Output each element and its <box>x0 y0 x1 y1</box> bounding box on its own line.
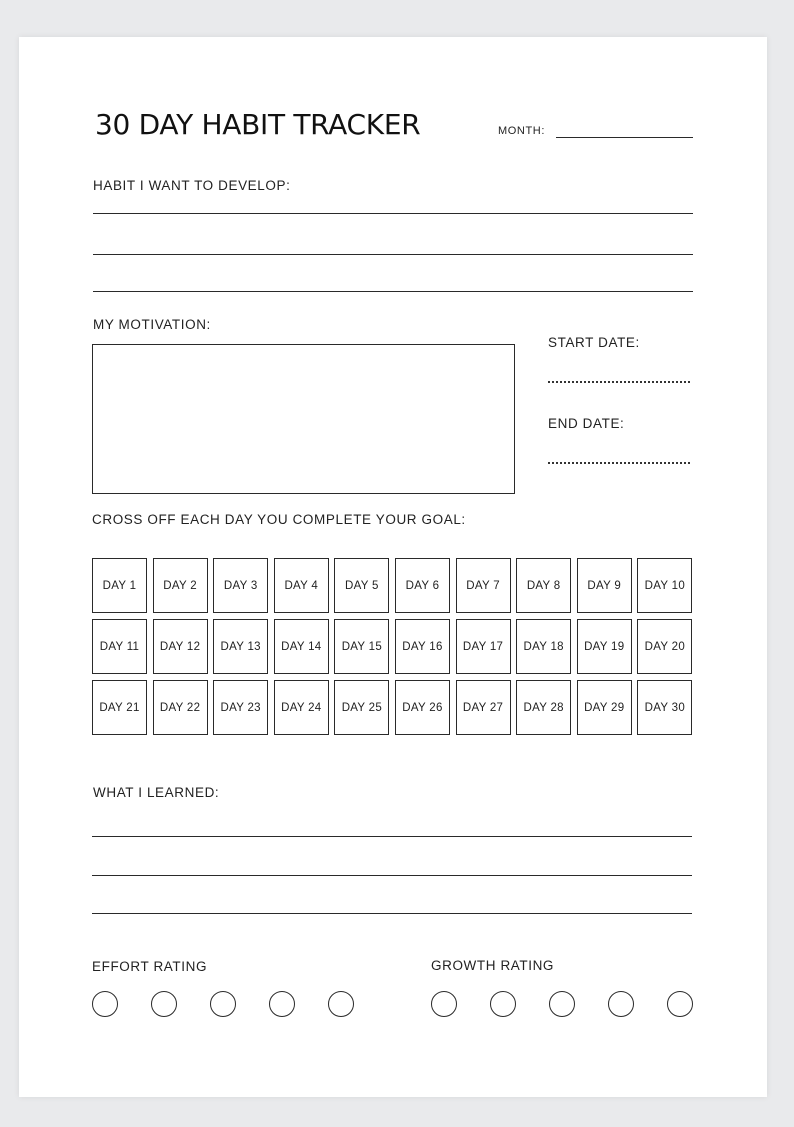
month-label: MONTH: <box>498 125 545 137</box>
growth-rating-label: GROWTH RATING <box>431 958 555 973</box>
growth-rating-circle-5[interactable] <box>667 991 693 1017</box>
motivation-label: MY MOTIVATION: <box>93 317 211 332</box>
day-box-1[interactable]: DAY 1 <box>92 558 147 613</box>
effort-rating-label: EFFORT RATING <box>92 959 208 974</box>
day-box-22[interactable]: DAY 22 <box>153 680 208 735</box>
tracker-instructions: CROSS OFF EACH DAY YOU COMPLETE YOUR GOAL: <box>92 512 466 527</box>
day-box-20[interactable]: DAY 20 <box>637 619 692 674</box>
motivation-box[interactable] <box>92 344 515 494</box>
day-box-28[interactable]: DAY 28 <box>516 680 571 735</box>
growth-rating-circle-3[interactable] <box>549 991 575 1017</box>
effort-rating-circle-2[interactable] <box>151 991 177 1017</box>
start-date-label: START DATE: <box>548 335 640 350</box>
habit-line-3[interactable] <box>93 291 693 292</box>
day-box-23[interactable]: DAY 23 <box>213 680 268 735</box>
end-date-label: END DATE: <box>548 416 625 431</box>
day-box-25[interactable]: DAY 25 <box>334 680 389 735</box>
day-box-15[interactable]: DAY 15 <box>334 619 389 674</box>
effort-rating-circle-4[interactable] <box>269 991 295 1017</box>
day-box-27[interactable]: DAY 27 <box>456 680 511 735</box>
growth-rating-circle-2[interactable] <box>490 991 516 1017</box>
effort-rating-circles <box>92 991 354 1017</box>
start-date-line[interactable] <box>548 381 690 383</box>
learned-line-3[interactable] <box>92 913 692 914</box>
effort-rating-circle-5[interactable] <box>328 991 354 1017</box>
day-box-3[interactable]: DAY 3 <box>213 558 268 613</box>
day-box-19[interactable]: DAY 19 <box>577 619 632 674</box>
day-box-8[interactable]: DAY 8 <box>516 558 571 613</box>
growth-rating-circles <box>431 991 693 1017</box>
day-box-7[interactable]: DAY 7 <box>456 558 511 613</box>
learned-line-2[interactable] <box>92 875 692 876</box>
day-box-12[interactable]: DAY 12 <box>153 619 208 674</box>
habit-line-2[interactable] <box>93 254 693 255</box>
day-box-16[interactable]: DAY 16 <box>395 619 450 674</box>
day-box-18[interactable]: DAY 18 <box>516 619 571 674</box>
learned-line-1[interactable] <box>92 836 692 837</box>
month-field-line[interactable] <box>556 137 693 138</box>
day-box-29[interactable]: DAY 29 <box>577 680 632 735</box>
day-box-10[interactable]: DAY 10 <box>637 558 692 613</box>
growth-rating-circle-1[interactable] <box>431 991 457 1017</box>
effort-rating-circle-3[interactable] <box>210 991 236 1017</box>
day-box-30[interactable]: DAY 30 <box>637 680 692 735</box>
day-box-17[interactable]: DAY 17 <box>456 619 511 674</box>
day-box-14[interactable]: DAY 14 <box>274 619 329 674</box>
day-box-2[interactable]: DAY 2 <box>153 558 208 613</box>
day-grid <box>92 558 693 735</box>
day-box-26[interactable]: DAY 26 <box>395 680 450 735</box>
habit-label: HABIT I WANT TO DEVELOP: <box>93 178 291 193</box>
day-box-4[interactable]: DAY 4 <box>274 558 329 613</box>
growth-rating-circle-4[interactable] <box>608 991 634 1017</box>
effort-rating-circle-1[interactable] <box>92 991 118 1017</box>
day-box-11[interactable]: DAY 11 <box>92 619 147 674</box>
page-title: 30 DAY HABIT TRACKER <box>95 108 421 141</box>
day-box-6[interactable]: DAY 6 <box>395 558 450 613</box>
day-box-5[interactable]: DAY 5 <box>334 558 389 613</box>
habit-line-1[interactable] <box>93 213 693 214</box>
day-box-9[interactable]: DAY 9 <box>577 558 632 613</box>
day-box-24[interactable]: DAY 24 <box>274 680 329 735</box>
day-box-21[interactable]: DAY 21 <box>92 680 147 735</box>
end-date-line[interactable] <box>548 462 690 464</box>
learned-label: WHAT I LEARNED: <box>93 785 220 800</box>
day-box-13[interactable]: DAY 13 <box>213 619 268 674</box>
